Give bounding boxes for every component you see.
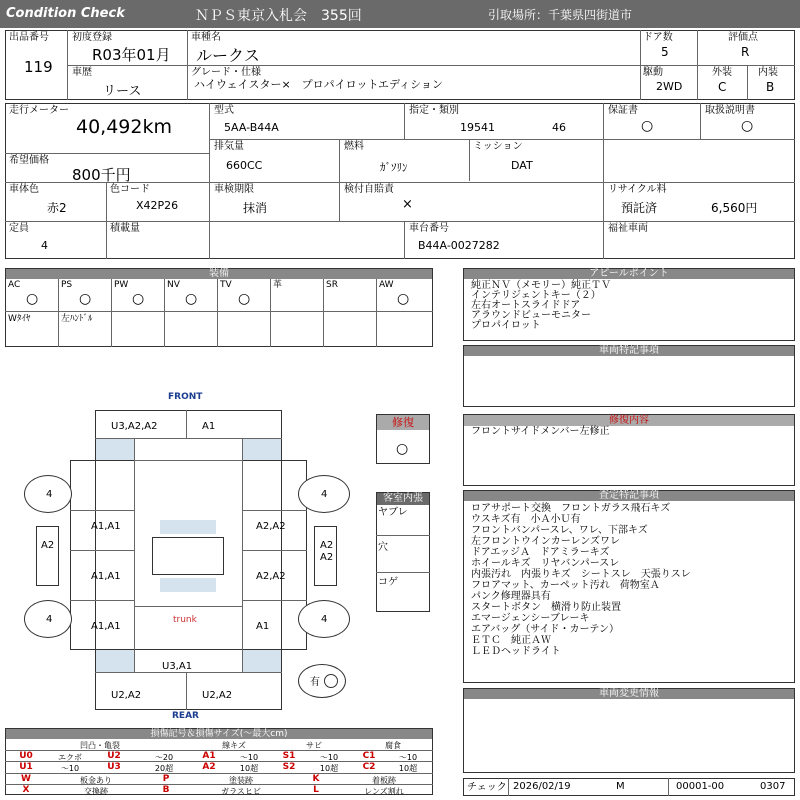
legend-r1-k0: U0 — [19, 751, 33, 761]
score-label: 評価点 — [728, 32, 758, 43]
legend-r3-v2: 着板跡 — [372, 776, 396, 785]
legend-r3-k2: K — [312, 774, 320, 784]
recycle-status: 預託済 — [621, 201, 658, 215]
color-value: 赤2 — [47, 201, 67, 215]
legend-r2-k1: U3 — [107, 762, 121, 772]
manual-value: ○ — [741, 118, 754, 134]
header-auction: ＮＰＳ東京入札会 355回 — [195, 8, 362, 24]
mark-left-front-door: A1,A1 — [91, 521, 121, 532]
mark-right-rear-door: A2,A2 — [256, 571, 286, 582]
fuel-label: 燃料 — [344, 141, 364, 152]
equip-title: 装備 — [6, 269, 432, 279]
legend-r2-v3: 10超 — [319, 764, 339, 773]
price-value: 800千円 — [72, 166, 131, 184]
check-number-1: 00001-00 — [676, 781, 725, 792]
history-value: リース — [103, 84, 142, 99]
special-title: 車両特記事項 — [464, 346, 794, 356]
inspection-line-6: ホイールキズ リヤバンパースレ — [471, 558, 620, 569]
legend-r1-k1: U2 — [107, 751, 121, 761]
mark-left-side: A2 — [41, 540, 55, 551]
equip-nv-label: NV — [167, 280, 180, 290]
inspection-title: 査定特記事項 — [464, 491, 794, 501]
mark-front-bumper-right: A1 — [202, 421, 216, 432]
inspect-value: 抹消 — [243, 201, 268, 215]
code-value: X42P26 — [136, 199, 179, 212]
trunk-label: trunk — [173, 615, 197, 625]
legend-r1-k2: A1 — [202, 751, 216, 761]
legend-cat-1: 凹凸・亀裂 — [80, 741, 120, 750]
legend-r4-k2: L — [313, 785, 319, 795]
tire-rear-left-value: 4 — [46, 614, 53, 625]
belt-value: × — [402, 197, 413, 212]
legend-r2-k2: A2 — [202, 762, 216, 772]
legend-cat-3: サビ — [306, 741, 322, 750]
legend-r1-v1: 〜20 — [154, 753, 174, 762]
equip-pw-mark: ○ — [132, 291, 145, 307]
name-value: ルークス — [196, 46, 260, 65]
spec-value-2: 46 — [552, 121, 566, 134]
header-pickup: 引取場所：千葉県四街道市 — [488, 8, 633, 22]
lot-label: 出品番号 — [9, 32, 49, 43]
welfare-label: 福祉車両 — [608, 223, 648, 234]
legend-r3-v0: 板金あり — [80, 776, 112, 785]
change-box — [463, 688, 795, 773]
lot-value: 119 — [24, 58, 53, 76]
legend-r4-v1: ガラスヒビ — [221, 787, 261, 796]
repair-detail-text: フロントサイドメンバー左修正 — [471, 426, 610, 437]
equip-aw-mark: ○ — [397, 291, 410, 307]
header-bar — [0, 0, 800, 28]
ext-value: C — [718, 80, 727, 94]
warranty-value: ○ — [641, 118, 654, 134]
legend-r1-k4: C1 — [362, 751, 376, 761]
room-title: 客室内張 — [377, 493, 429, 505]
legend-r2-v1: 20超 — [154, 764, 174, 773]
price-label: 希望価格 — [9, 155, 49, 166]
belt-label: 検付自賠責 — [344, 184, 394, 195]
legend-cat-2: 線キズ — [222, 741, 246, 750]
inspection-line-3: フロントバンパースレ、ワレ、下部キズ — [471, 525, 648, 536]
doors-value: 5 — [661, 45, 669, 59]
color-label: 車体色 — [9, 184, 39, 195]
disp-label: 排気量 — [214, 141, 244, 152]
legend-r4-k1: B — [162, 785, 170, 795]
legend-r4-k0: X — [22, 785, 30, 795]
int-label: 内装 — [758, 67, 778, 78]
inspection-line-12: エアバッグ（サイド・カーテン） — [471, 624, 619, 635]
inspection-line-2: ウスキズ有 小Ａ小Ｕ有 — [471, 514, 581, 525]
mission-value: DAT — [511, 159, 533, 172]
repair-detail-title: 修復内容 — [464, 415, 794, 426]
legend-r2-v4: 10超 — [398, 764, 418, 773]
legend-r3-v1: 塗装跡 — [229, 776, 253, 785]
mark-rear-panel: U3,A1 — [162, 661, 193, 672]
int-value: B — [766, 80, 775, 94]
legend-cat-4: 腐食 — [385, 741, 401, 750]
equip-wtire-label: Wﾀｲﾔ — [8, 314, 31, 324]
equip-ac-label: AC — [8, 280, 21, 290]
doors-label: ドア数 — [643, 32, 673, 43]
score-value: R — [741, 45, 750, 59]
legend-r1-v4: 〜10 — [398, 753, 418, 762]
chassis-value: B44A-0027282 — [418, 239, 500, 252]
manual-label: 取扱説明書 — [705, 105, 755, 116]
appeal-line-2: インテリジェントキー（２） — [471, 290, 601, 301]
ext-label: 外装 — [712, 67, 732, 78]
legend-r2-k4: C2 — [362, 762, 376, 772]
mark-rear-bumper-left: U2,A2 — [111, 690, 142, 701]
header-left: Condition Check — [6, 6, 125, 21]
change-title: 車両変更情報 — [464, 689, 794, 699]
history-label: 車歴 — [72, 67, 92, 78]
inspection-line-4: 左フロントウインカーレンズワレ — [471, 536, 620, 547]
spare-tire-value: 有 — [310, 677, 320, 688]
room-item-hole: 穴 — [378, 542, 388, 553]
tire-rear-right-value: 4 — [321, 614, 328, 625]
model-value: 5AA-B44A — [224, 121, 279, 134]
inspection-line-10: スタートボタン 横滑り防止装置 — [471, 602, 621, 613]
name-label: 車種名 — [191, 32, 221, 43]
legend-r4-v0: 交換跡 — [84, 787, 108, 796]
recycle-label: リサイクル料 — [608, 184, 667, 195]
equip-sr-label: SR — [326, 280, 338, 290]
grade-label: グレード・仕様 — [191, 67, 261, 78]
mission-label: ミッション — [473, 141, 523, 152]
legend-title: 損傷記号＆損傷サイズ(〜最大cm) — [6, 729, 432, 739]
legend-r2-v2: 10超 — [239, 764, 259, 773]
inspection-line-1: ロアサポート交換 フロントガラス飛石キズ — [471, 503, 671, 514]
equip-ac-mark: ○ — [26, 291, 39, 307]
equip-tv-mark: ○ — [238, 291, 251, 307]
spec-value-1: 19541 — [460, 121, 495, 134]
mark-rear-bumper-right: U2,A2 — [202, 690, 233, 701]
legend-r2-k3: S2 — [282, 762, 296, 772]
chassis-label: 車台番号 — [409, 223, 449, 234]
mark-left-rear-fender: A1,A1 — [91, 621, 121, 632]
drive-label: 駆動 — [643, 67, 663, 78]
equip-lhd-label: 左ﾊﾝﾄﾞﾙ — [61, 314, 93, 324]
legend-r1-v2: 〜10 — [239, 753, 259, 762]
warranty-label: 保証書 — [608, 105, 638, 116]
appeal-line-4: アラウンドビューモニター — [471, 310, 591, 321]
appeal-line-1: 純正ＮＶ（メモリー）純正ＴＶ — [471, 280, 611, 291]
appeal-title: アピールポイント — [464, 269, 794, 279]
appeal-line-3: 左右オートスライドドア — [471, 300, 581, 311]
front-label: FRONT — [168, 392, 203, 402]
appeal-line-5: プロパイロット — [471, 320, 541, 331]
recycle-amount: 6,560円 — [711, 201, 758, 215]
mark-left-rear-door: A1,A1 — [91, 571, 121, 582]
check-staff: M — [616, 781, 625, 792]
legend-r2-v0: 〜10 — [60, 764, 80, 773]
inspection-line-7: 内張汚れ 内張りキズ シートスレ 天張りスレ — [471, 569, 691, 580]
check-label: チェック — [467, 782, 507, 793]
legend-r3-k0: W — [21, 774, 31, 784]
legend-r1-v3: 〜10 — [319, 753, 339, 762]
tire-front-right-value: 4 — [321, 489, 328, 500]
spare-tire-icon — [324, 674, 338, 688]
room-item-burn: コゲ — [378, 577, 398, 588]
legend-r1-v0: エクボ — [58, 753, 82, 762]
inspection-line-9: パンク修理器具有 — [471, 591, 551, 602]
first-reg-label: 初度登録 — [72, 32, 112, 43]
first-reg-value: R03年01月 — [92, 46, 171, 64]
equip-nv-mark: ○ — [185, 291, 198, 307]
legend-r2-k0: U1 — [19, 762, 33, 772]
inspection-line-5: ドアエッジＡ ドアミラーキズ — [471, 547, 610, 558]
mark-right-side-2: A2 — [320, 552, 334, 563]
odo-value: 40,492km — [76, 116, 172, 138]
legend-r1-k3: S1 — [282, 751, 296, 761]
drive-value: 2WD — [656, 80, 683, 93]
inspection-line-13: ＥＴＣ 純正ＡＷ — [471, 635, 551, 646]
cap-label: 定員 — [9, 223, 29, 234]
inspect-label: 車検期限 — [214, 184, 254, 195]
equip-pw-label: PW — [114, 280, 129, 290]
fuel-value: ｶﾞｿﾘﾝ — [380, 161, 408, 174]
cap-value: 4 — [41, 239, 48, 252]
tire-front-left-value: 4 — [46, 489, 53, 500]
legend-r4-v2: レンズ割れ — [364, 787, 404, 796]
equip-ps-mark: ○ — [79, 291, 92, 307]
inspection-line-8: フロアマット、カーペット汚れ 荷物室Ａ — [471, 580, 660, 591]
equip-ps-label: PS — [61, 280, 73, 290]
code-label: 色コード — [110, 184, 150, 195]
mark-right-side-1: A2 — [320, 540, 334, 551]
check-number-2: 0307 — [760, 781, 786, 792]
repair-title: 修復 — [377, 415, 429, 430]
equip-tv-label: TV — [220, 280, 232, 290]
odo-label: 走行メーター — [9, 105, 69, 116]
disp-value: 660CC — [226, 159, 263, 172]
grade-value: ハイウェイスター× プロパイロットエディション — [194, 78, 443, 91]
mark-front-bumper-left: U3,A2,A2 — [111, 421, 158, 432]
inspection-line-14: ＬＥＤヘッドライト — [471, 646, 561, 657]
repair-mark: ○ — [396, 441, 409, 457]
legend-r3-k1: P — [162, 774, 170, 784]
mark-right-front-door: A2,A2 — [256, 521, 286, 532]
check-date: 2026/02/19 — [513, 781, 571, 792]
equip-leather-label: 革 — [273, 280, 283, 290]
room-item-tear: ヤブレ — [378, 507, 408, 518]
rear-label: REAR — [172, 711, 199, 721]
equip-aw-label: AW — [379, 280, 394, 290]
load-label: 積載量 — [110, 223, 140, 234]
mark-right-rear-fender: A1 — [256, 621, 270, 632]
model-label: 型式 — [214, 105, 234, 116]
spare-tire — [298, 664, 346, 698]
inspection-line-11: エマージェンシーブレーキ — [471, 613, 590, 624]
spec-label: 指定・類別 — [409, 105, 459, 116]
